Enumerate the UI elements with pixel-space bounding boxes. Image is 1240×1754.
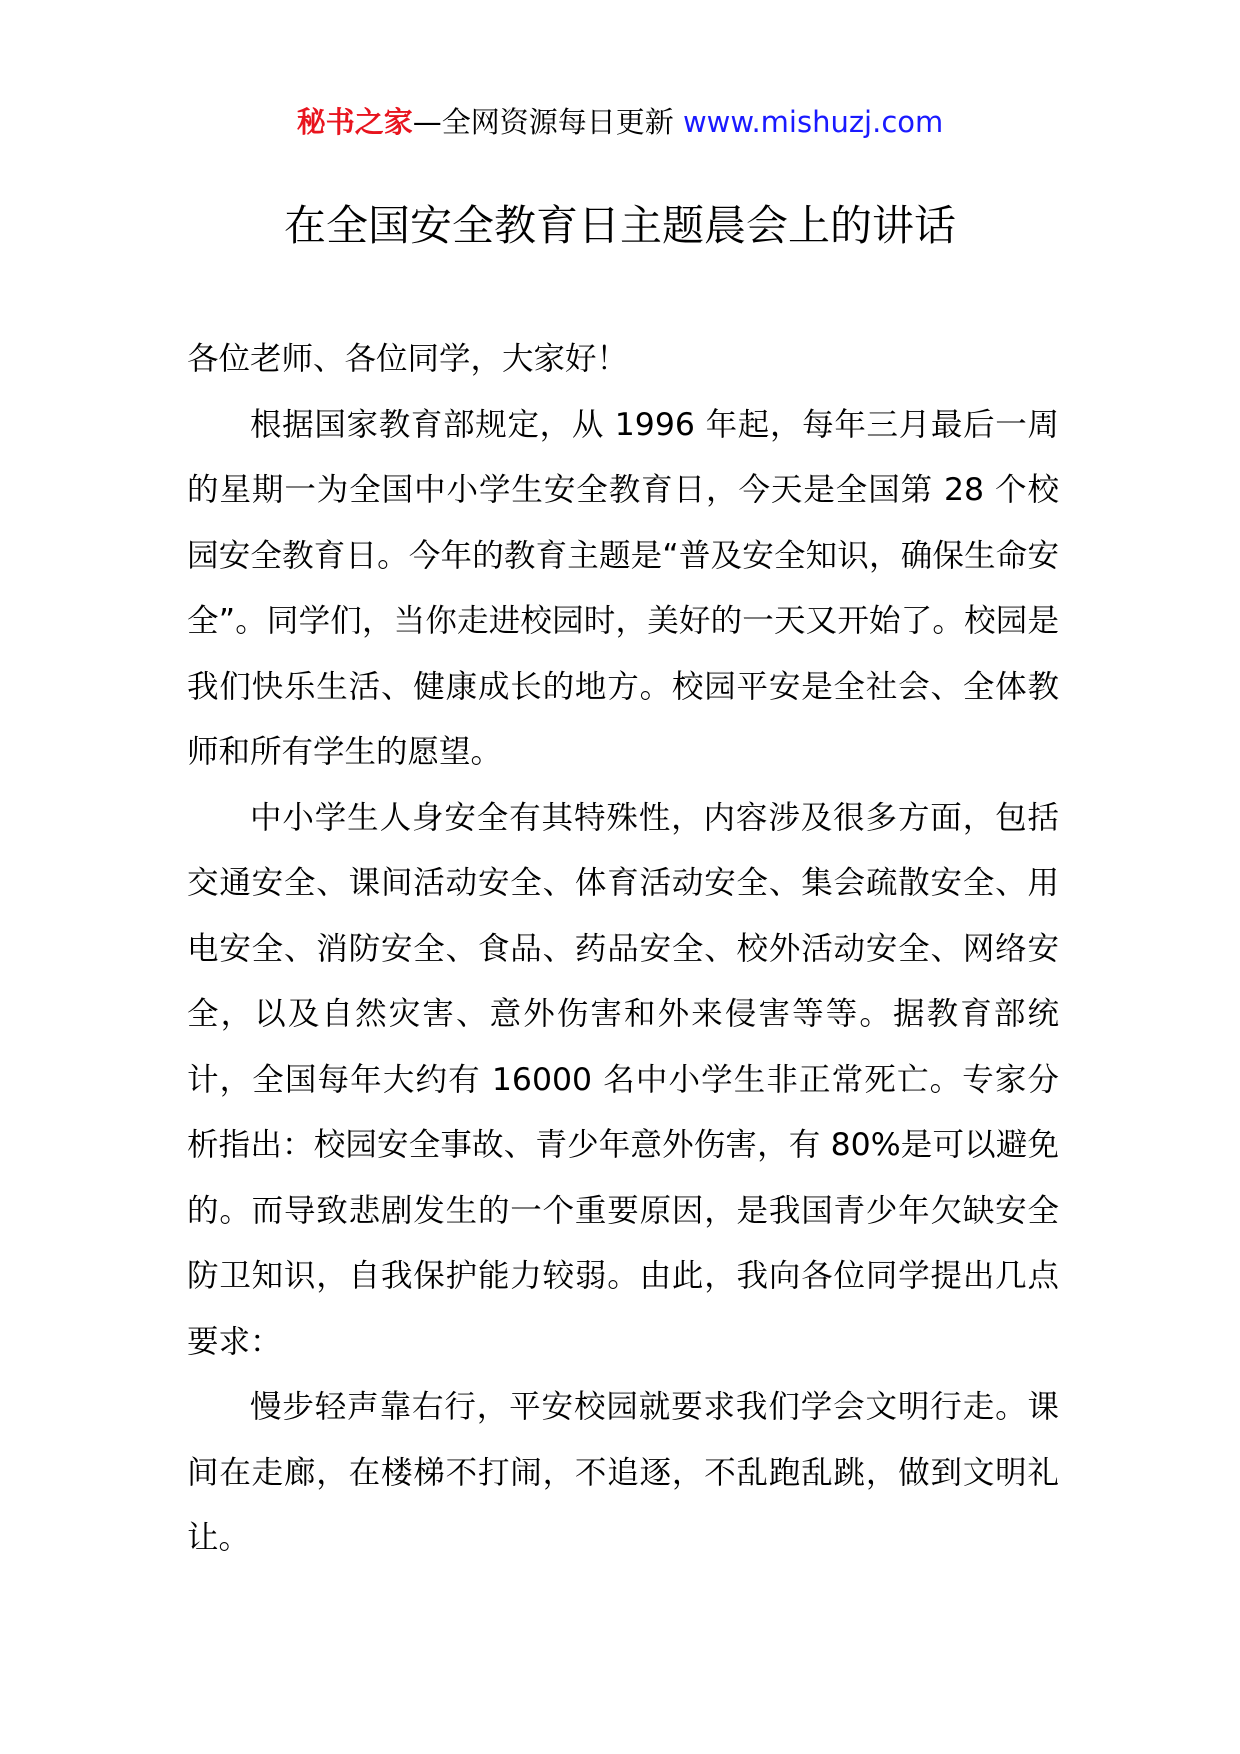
site-header <box>0 100 1240 144</box>
body-paragraph: 慢步轻声靠右行，平安校园就要求我们学会文明行走。课间在走廊，在楼梯不打闹，不追逐，不乱跑乱跳，做到文明礼让。 <box>187 1389 1059 1556</box>
body-paragraph: 根据国家教育部规定，从 1996 年起，每年三月最后一周的星期一为全国中小学生安全教育日，今天是全国第 28 个校园安全教育日。今年的教育主题是“普及安全知识，确保生命安全”。同学们，当你走进校园时，美好的一天又开始了。校园是我们快乐生活、健康成长的地方。校园平安是全社会、全体教师和所有学生的愿望。 <box>187 406 1059 770</box>
body-paragraph: 中小学生人身安全有其特殊性，内容涉及很多方面，包括交通安全、课间活动安全、体育活动安全、集会疏散安全、用电安全、消防安全、食品、药品安全、校外活动安全、网络安全，以及自然灾害、意外伤害和外来侵害等等。据教育部统计，全国每年大约有 16000 名中小学生非正常死亡。专家分析指出：校园安全事故、青少年意外伤害，有 80%是可以避免的。而导致悲剧发生的一个重要原因，是我国青少年欠缺安全防卫知识，自我保护能力较弱。由此，我向各位同学提出几点要求： <box>187 799 1059 1360</box>
site-tagline: —全网资源每日更新 <box>412 105 674 139</box>
site-url-link[interactable]: www.mishuzj.com <box>682 105 944 139</box>
greeting-paragraph: 各位老师、各位同学，大家好！ <box>187 341 629 377</box>
document-title: 在全国安全教育日主题晨会上的讲话 <box>283 201 956 250</box>
site-brand: 秘书之家 <box>296 105 413 139</box>
document-body <box>187 327 1059 1572</box>
